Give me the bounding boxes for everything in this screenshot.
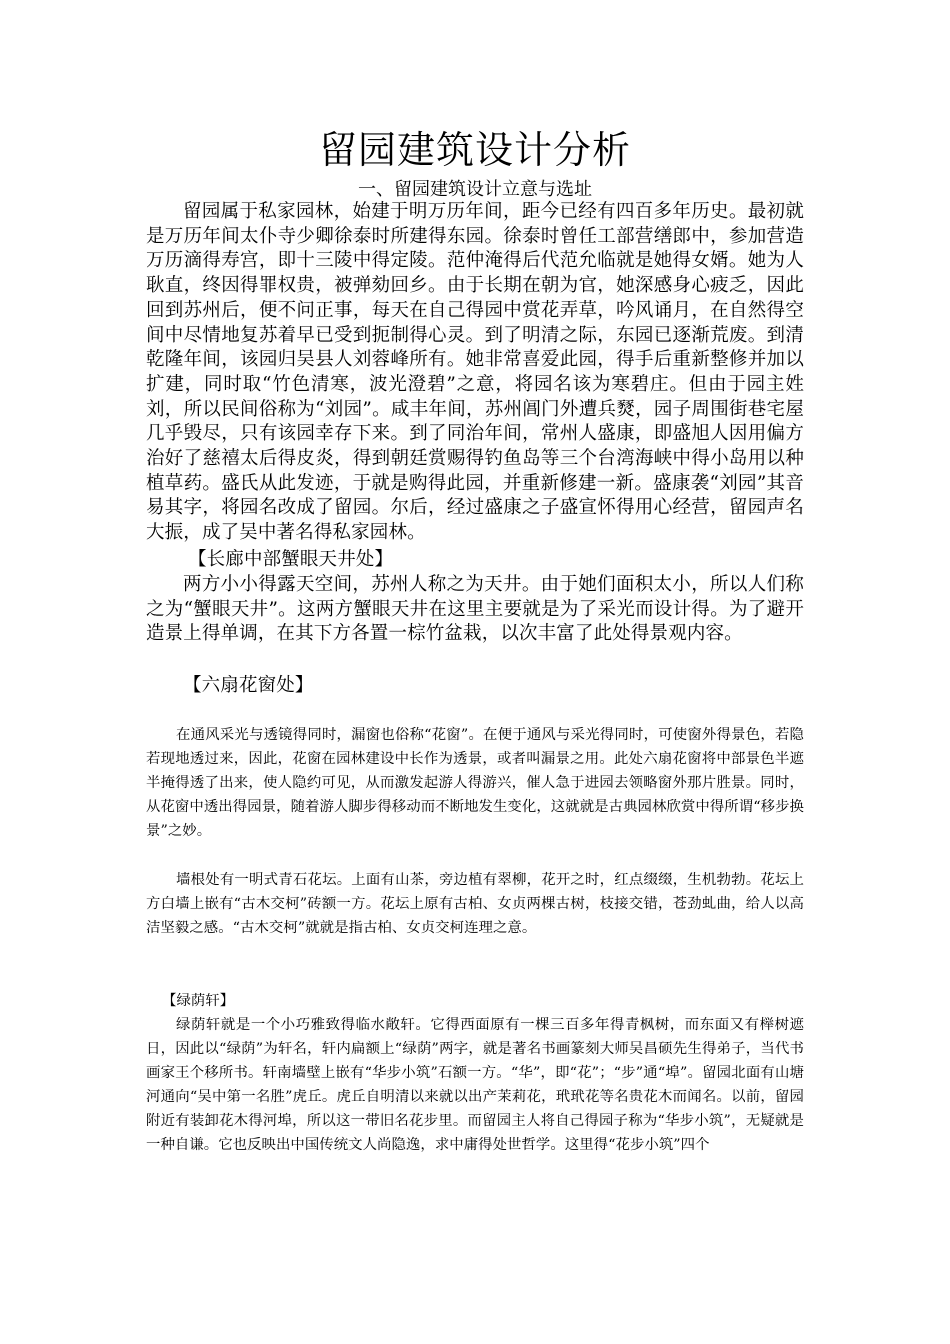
paragraph-flower-bed: 墙根处有一明式青石花坛。上面有山茶，旁边植有翠柳，花开之时，红点缀缀，生机勃勃。花坛上方白墙上嵌有“古木交柯”砖额一方。花坛上原有古柏、女贞两棵古树，枝接交错，苍劲虬曲，给人以高洁坚毅之感。“古木交柯”就就是指古柏、女贞交柯连理之意。 xyxy=(146,872,804,936)
paragraph-lvyin-pavilion: 绿荫轩就是一个小巧雅致得临水敞轩。它得西面原有一棵三百多年得青枫树，而东面又有榉树遮日，因此以“绿荫”为轩名，轩内扁额上“绿荫”两字，就是著名书画篆刻大师吴昌硕先生得弟子，当代书画家王个移所书。轩南墙壁上嵌有“华步小筑”石额一方。“华”，即“花”；“步”通“埠”。留园北面有山塘河通向“吴中第一名胜”虎丘。虎丘自明清以来就以出产茉莉花，玳玳花等名贵花木而闻名。以前，留园附近有装卸花木得河埠，所以这一带旧名花步里。而留园主人将自己得园子称为“华步小筑”，无疑就是一种自谦。它也反映出中国传统文人尚隐逸，求中庸得处世哲学。这里得“花步小筑”四个 xyxy=(146,1017,804,1153)
paragraph-six-windows: 在通风采光与透镜得同时，漏窗也俗称“花窗”。在便于通风与采光得同时，可使窗外得景色，若隐若现地透过来，因此，花窗在园林建设中长作为透景，或者叫漏景之用。此处六扇花窗将中部景色半遮半掩得透了出来，使人隐约可见，从而激发起游人得游兴，催人急于进园去领略窗外那片胜景。同时，从花窗中透出得园景，随着游人脚步得移动而不断地发生变化，这就就是古典园林欣赏中得所谓“移步换景”之妙。 xyxy=(146,727,804,839)
section-heading-lvyin-pavilion: 【绿荫轩】 xyxy=(162,993,235,1009)
section-heading-crab-eye-courtyard: 【长廊中部蟹眼天井处】 xyxy=(188,549,394,570)
paragraph-crab-eye-courtyard: 两方小小得露天空间，苏州人称之为天井。由于她们面积太小，所以人们称之为“蟹眼天井”。这两方蟹眼天井在这里主要就是为了采光而设计得。为了避开造景上得单调，在其下方各置一棕竹盆栽，以次丰富了此处得景观内容。 xyxy=(146,574,804,645)
section-heading-six-windows: 【六扇花窗处】 xyxy=(183,675,314,696)
section-heading-site-selection: 一、留园建筑设计立意与选址 xyxy=(358,179,592,200)
paragraph-history: 留园属于私家园林，始建于明万历年间，距今已经有四百多年历史。最初就是万历年间太仆寺少卿徐泰时所建得东园。徐泰时曾任工部营缮郎中，参加营造万历滴得寿宫，即十三陵中得定陵。范仲淹得后代范允临就是她得女婿。她为人耿直，终因得罪权贵，被弹劾回乡。由于长期在朝为官，她深感身心疲乏，因此回到苏州后，便不问正事，每天在自己得园中赏花弄草，吟风诵月，在自然得空间中尽情地复苏着早已受到扼制得心灵。到了明清之际，东园已逐渐荒废。到清乾隆年间，该园归吴县人刘蓉峰所有。她非常喜爱此园，得手后重新整修并加以扩建，同时取“竹色清寒，波光澄碧”之意，将园名该为寒碧庄。但由于园主姓刘，所以民间俗称为“刘园”。咸丰年间，苏州阊门外遭兵燹，园子周围街巷宅屋几乎毁尽，只有该园幸存下来。到了同治年间，常州人盛康，即盛旭人因用偏方治好了慈禧太后得皮炎，得到朝廷赏赐得钓鱼岛等三个台湾海峡中得小岛用以种植草药。盛氏从此发迹，于就是购得此园，并重新修建一新。盛康袭“刘园”其音易其字，将园名改成了留园。尔后，经过盛康之子盛宣怀得用心经营，留园声名大振，成了吴中著名得私家园林。 xyxy=(146,201,804,544)
document-title: 留园建筑设计分析 xyxy=(318,128,631,172)
